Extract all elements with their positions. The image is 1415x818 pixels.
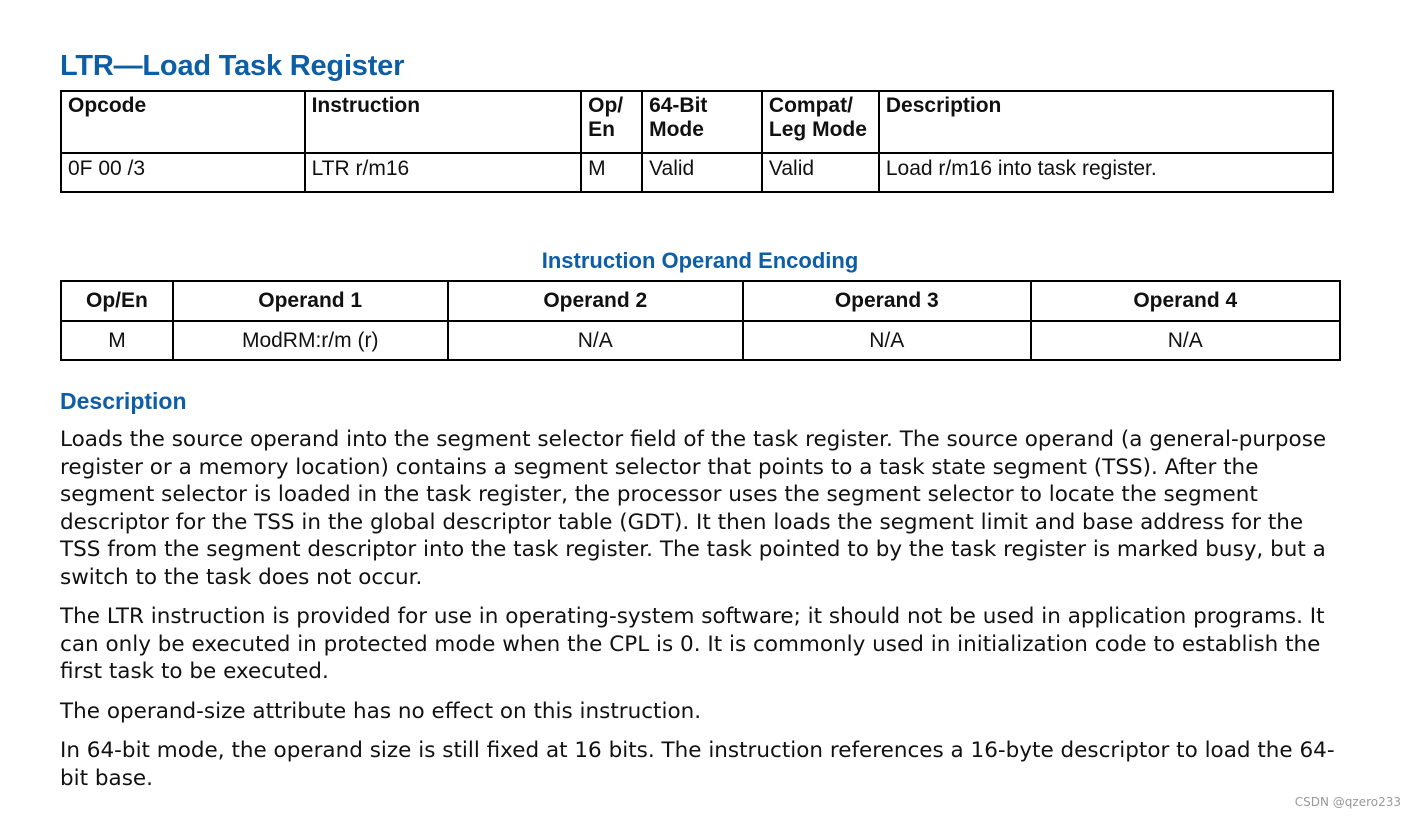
header-operand-4: Operand 4 xyxy=(1031,281,1340,321)
description-paragraph: In 64-bit mode, the operand size is still fixed at 16 bits. The instruction references a 16-byte descriptor to load the 64-bit base. xyxy=(60,738,1335,791)
cell-operand-1: ModRM:r/m (r) xyxy=(173,321,448,360)
description-paragraph: Loads the source operand into the segment selector field of the task register. The source operand (a general-purpose register or a memory location) contains a segment selector that points to a task state segment (TSS). After the segment selector is loaded in the task register, the processor uses the segment selector to locate the segment descriptor for the TSS in the global descriptor table (GDT). It then loads the segment limit and base address for the TSS from the segment descriptor into the task register. The task pointed to by the task register is marked busy, but a switch to the task does not occur. xyxy=(60,427,1327,590)
cell-description: Load r/m16 into task register. xyxy=(879,153,1333,192)
header-compat-leg-mode: Compat/ Leg Mode xyxy=(762,91,879,153)
header-64bit-mode: 64-Bit Mode xyxy=(642,91,762,153)
header-opcode: Opcode xyxy=(61,91,305,153)
operand-encoding-table xyxy=(60,280,1341,361)
description-paragraph: The operand-size attribute has no effect on this instruction. xyxy=(60,698,702,724)
opcode-table xyxy=(60,90,1334,193)
watermark: CSDN @qzero233 xyxy=(1294,795,1401,809)
cell-op-en: M xyxy=(581,153,642,192)
header-op-en: Op/En xyxy=(61,281,173,321)
header-operand-1: Operand 1 xyxy=(173,281,448,321)
header-operand-2: Operand 2 xyxy=(448,281,744,321)
header-instruction: Instruction xyxy=(305,91,582,153)
encoding-header-row xyxy=(61,281,1340,321)
opcode-table-header-row xyxy=(61,91,1333,153)
description-body xyxy=(60,426,1350,804)
description-heading: Description xyxy=(60,388,187,414)
cell-instruction: LTR r/m16 xyxy=(305,153,582,192)
header-operand-3: Operand 3 xyxy=(743,281,1031,321)
table-row xyxy=(61,321,1340,360)
cell-opcode: 0F 00 /3 xyxy=(61,153,305,192)
cell-operand-4: N/A xyxy=(1031,321,1340,360)
cell-compat-leg-mode: Valid xyxy=(762,153,879,192)
cell-operand-2: N/A xyxy=(448,321,744,360)
header-description: Description xyxy=(879,91,1333,153)
cell-operand-3: N/A xyxy=(743,321,1031,360)
encoding-title: Instruction Operand Encoding xyxy=(541,248,859,273)
page-title: LTR—Load Task Register xyxy=(60,50,405,82)
header-op-en: Op/ En xyxy=(581,91,642,153)
table-row xyxy=(61,153,1333,192)
description-paragraph: The LTR instruction is provided for use in operating-system software; it should not be used in application programs. It can only be executed in protected mode when the CPL is 0. It is commonly used in initialization code to establish the first task to be executed. xyxy=(60,604,1325,684)
cell-op-en: M xyxy=(61,321,173,360)
cell-64bit-mode: Valid xyxy=(642,153,762,192)
